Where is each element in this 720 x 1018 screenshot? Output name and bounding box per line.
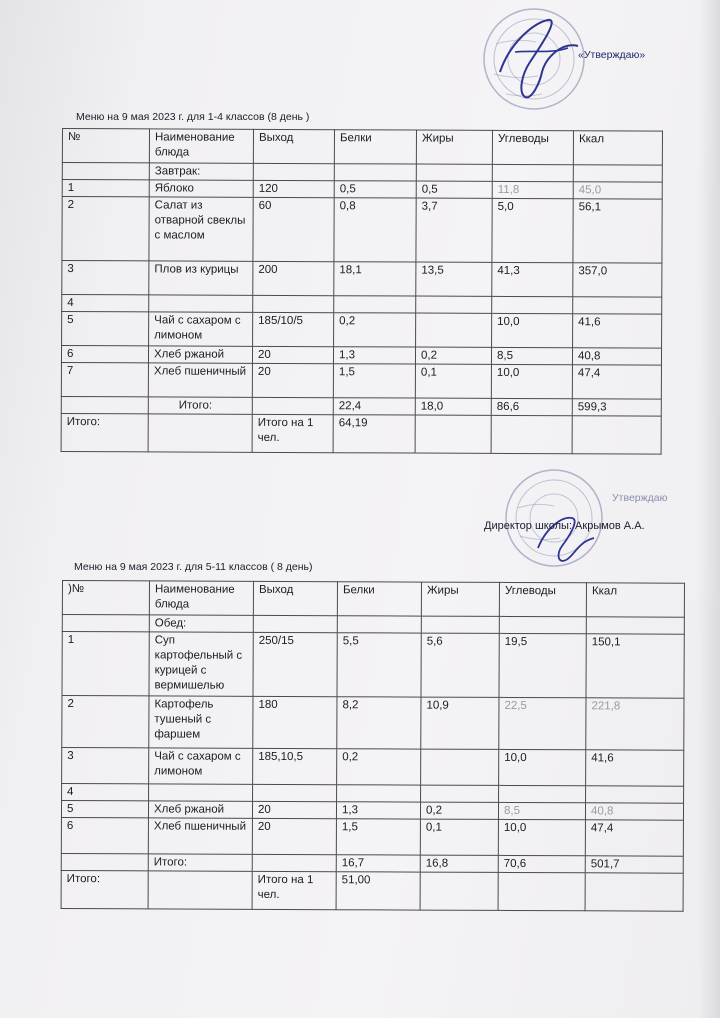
table-header-row (62, 581, 684, 618)
table-row: 7 Хлеб пшеничный 20 1,5 0,1 10,0 47,4 (61, 362, 661, 399)
per-person-value: 64,19 (333, 415, 415, 453)
subtotal-label: Итого: (148, 397, 252, 414)
director-line: Директор школы: Акрымов А.А. (484, 520, 645, 532)
table-header-row (62, 129, 662, 166)
subtotal-row: Итого: 16,7 16,8 70,6 501,7 (61, 853, 683, 873)
col-header: Выход (253, 581, 337, 615)
table-row: 3 Чай с сахаром с лимоном 185,10,5 0,2 10,0 41,6 (62, 748, 684, 787)
director-stamp-overlay: Утверждаю (612, 492, 668, 504)
menu1-heading: Меню на 9 мая 2023 г. для 1-4 классов (8 день ) (76, 111, 310, 123)
col-header: Белки (337, 582, 421, 616)
table-row: 4 (62, 784, 684, 804)
table-row: 5 Хлеб ржаной 20 1,3 0,2 8,5 40,8 (61, 801, 683, 821)
per-person-label: Итого на 1 чел. (252, 414, 333, 452)
total-row (61, 870, 683, 911)
table-row: 1 Яблоко 120 0,5 0,5 11,8 45,0 (62, 180, 662, 200)
col-header: Выход (253, 129, 334, 163)
col-header: Ккал (573, 131, 662, 165)
col-header: )№ (62, 581, 149, 615)
table-row: 3 Плов из курицы 200 18,1 13,5 41,3 357,0 (62, 261, 662, 298)
subtotal-label: Итого: (148, 854, 252, 871)
approval-label: «Утверждаю» (578, 49, 646, 61)
col-header: Ккал (586, 583, 684, 617)
col-header: Белки (334, 130, 416, 164)
col-header: № (62, 129, 149, 163)
table-row: 6 Хлеб ржаной 20 1,3 0,2 8,5 40,8 (61, 346, 661, 366)
table-row: 2 Картофель тушеный с фаршем 180 8,2 10,9 22,5 221,8 (62, 696, 684, 751)
section-row (62, 615, 684, 635)
director-signature (528, 508, 608, 568)
table-row: 6 Хлеб пшеничный 20 1,5 0,1 10,0 47,4 (61, 817, 683, 856)
col-header: Углеводы (499, 582, 586, 616)
approval-signature (470, 2, 590, 112)
table-row: 5 Чай с сахаром с лимоном 185/10/5 0,2 10,0 41,6 (62, 312, 662, 349)
per-person-label: Итого на 1 чел. (252, 871, 336, 909)
per-person-value: 51,00 (336, 872, 420, 910)
menu1-table (61, 128, 663, 455)
col-header: Углеводы (492, 130, 573, 164)
table-row: 2 Салат из отварной свеклы с маслом 60 0,8 3,7 5,0 56,1 (62, 197, 662, 264)
menu2-heading: Меню на 9 мая 2023 г. для 5-11 классов ( 8 день) (74, 561, 313, 573)
section-label: Обед: (149, 615, 253, 632)
total-label: Итого: (61, 870, 148, 908)
menu2-table (61, 580, 685, 912)
col-header: Наименование блюда (149, 129, 253, 163)
col-header: Жиры (421, 582, 499, 616)
section-label: Завтрак: (149, 163, 253, 180)
table-row: 4 (62, 295, 662, 315)
page-edge-shadow (698, 0, 720, 1018)
col-header: Наименование блюда (149, 581, 253, 615)
col-header: Жиры (416, 130, 492, 164)
table-row: 1 Суп картофельный с курицей с вермишелью 250/15 5,5 5,6 19,5 150,1 (62, 632, 684, 699)
total-row (61, 413, 661, 454)
total-label: Итого: (61, 413, 148, 451)
subtotal-row: Итого: 22,4 18,0 86,6 599,3 (61, 396, 661, 416)
